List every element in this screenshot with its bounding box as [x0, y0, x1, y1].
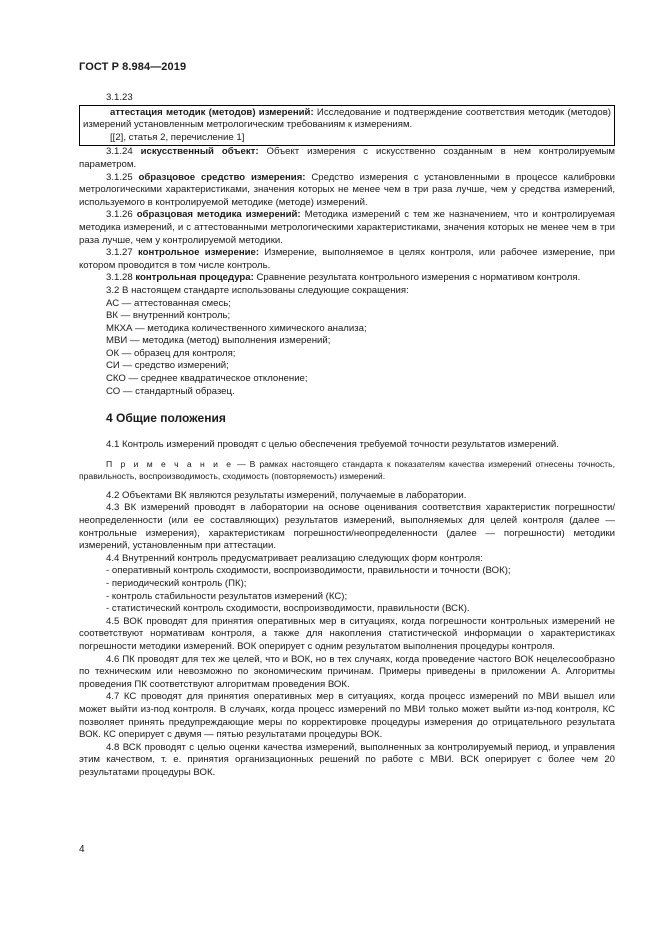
definition-reference-instrument: Средство измерения с установленными в процессе калибровки метрологическими характеристиками, значения которых не менее чем в три раза лучше, чем у средства измерений, используемого в контролируемой методике (методе) измерений. — [79, 171, 615, 208]
clause-number: 3.1.26 — [106, 209, 137, 221]
clause-4-1: 4.1 Контроль измерений проводят с целью обеспечения требуемой точности результатов измерений. — [106, 438, 559, 450]
clause-number: 3.1.24 — [106, 146, 141, 158]
clause-3-1-23-text — [83, 107, 611, 132]
abbreviation-item: СКО — среднее квадратическое отклонение; — [106, 373, 308, 385]
definition-control-procedure: Сравнение результата контрольного измерения с нормативом контроля. — [253, 272, 581, 284]
definition-reference-method: Методика измерений с тем же назначением, что и контролируемая методика измерений, и с аттестованными метрологическими характеристиками, значения которых не менее чем в три раза лучше, чем у контролируемой методики. — [79, 209, 615, 246]
abbreviation-item: МВИ — методика (метод) выполнения измерений; — [106, 335, 331, 347]
note — [79, 459, 615, 481]
clause-4-8: 4.8 ВСК проводят с целью оценки качества измерений, выполненных за контролируемый период, и управления этим качеством, т. е. принятия организационных решений по работе с МВИ. ВСК оперирует с более чем 20 результатами процедуры ВОК. — [79, 741, 615, 778]
control-form-item: - контроль стабильности результатов измерений (КС); — [106, 590, 348, 602]
section-4-title: 4 Общие положения — [106, 411, 226, 426]
clause-3-1-23-source: [[2], статья 2, перечисление 1] — [110, 131, 245, 143]
page-number: 4 — [79, 844, 85, 855]
clause-4-2: 4.2 Объектами ВК являются результаты измерений, получаемые в лаборатории. — [106, 489, 467, 501]
document-header: ГОСТ Р 8.984—2019 — [79, 61, 187, 73]
clause-3-1-23-number: 3.1.23 — [106, 92, 133, 103]
clause-3-1-26 — [79, 209, 615, 247]
definition-control-measurement: Измерение, выполняемое в целях контроля, или рабочее измерение, при котором проводится в том числе контроль. — [79, 247, 616, 271]
term-control-measurement: контрольное измерение: — [138, 247, 260, 259]
clause-3-1-27 — [79, 247, 615, 272]
clause-number: 3.1.25 — [106, 171, 139, 183]
definition-attestation: Исследование и подтверждение соответствия методик (методов) измерений установленным метрологическим требованиям к измерениям. — [83, 106, 611, 131]
clause-number: 3.1.27 — [106, 247, 138, 259]
control-form-item: - статистический контроль сходимости, воспроизводимости, правильности (ВСК). — [106, 603, 470, 615]
term-definition-box — [79, 105, 615, 147]
clause-4-6: 4.6 ПК проводят для тех же целей, что и ВОК, но в тех случаях, когда проведение частого ВОК нецелесообразно по техническим или невозможно по экономическим причинам. Примеры приведены в приложении А. Алгоритмы проведения ПК соответствуют алгоритмам проведения ВОК. — [79, 653, 615, 690]
clause-number: 3.1.28 — [106, 272, 136, 284]
clause-4-4: 4.4 Внутренний контроль предусматривает реализацию следующих форм контроля: — [106, 552, 483, 564]
clause-4-5: 4.5 ВОК проводят для принятия оперативных мер в ситуациях, когда погрешности контрольных измерений не соответствуют нормативам контроля, а также для накопления статистической информации о характеристиках погрешности методики измерений. ВОК оперирует с одним результатом выполнения процедуры контроля. — [79, 615, 615, 652]
clause-3-1-25 — [79, 172, 615, 210]
clause-3-1-24 — [79, 146, 615, 171]
document-body — [79, 92, 615, 780]
control-forms-list — [79, 565, 615, 615]
abbreviation-item: ОК — образец для контроля; — [106, 347, 236, 359]
abbreviation-item: АС — аттестованная смесь; — [106, 297, 231, 309]
abbreviation-item: СО — стандартный образец. — [106, 385, 235, 397]
term-artificial-object: искусственный объект: — [140, 146, 259, 158]
clause-3-2: 3.2 В настоящем стандарте использованы следующие сокращения: — [106, 284, 409, 296]
clause-4-3: 4.3 ВК измерений проводят в лаборатории на основе оценивания соответствия характеристик погрешности/неопределенности (или ее составляющих) результатов измерений, выполняемых для целей контроля (далее — контрольные измерения), характеристикам погрешности/неопределенности (далее — погрешности) методики измерений, установленным при аттестации. — [79, 502, 615, 552]
abbreviation-list — [79, 298, 615, 399]
term-reference-instrument: образцовое средство измерения: — [138, 171, 306, 183]
abbreviation-item: СИ — средство измерений; — [106, 360, 229, 372]
term-attestation: аттестация методик (методов) измерений: — [110, 106, 314, 118]
clause-4-7: 4.7 КС проводят для принятия оперативных мер в ситуациях, когда процесс измерений по МВИ вышел или может выйти из-под контроля. В случаях, когда процесс измерений по МВИ только может выйти из-под контроля, КС позволяет принять предупреждающие меры по корректировке процедуры измерения до отрицательного результата ВОК. КС оперирует с двумя — пятью результатами процедуры ВОК. — [79, 691, 615, 741]
definition-artificial-object: Объект измерения с искусственно созданным в нем контролируемым параметром. — [79, 146, 616, 170]
control-form-item: - периодический контроль (ПК); — [106, 578, 247, 589]
clause-3-1-28 — [79, 272, 615, 285]
control-form-item: - оперативный контроль сходимости, воспроизводимости, правильности и точности (ВОК); — [106, 565, 511, 577]
abbreviation-item: ВК — внутренний контроль; — [106, 310, 231, 322]
note-text: — В рамках настоящего стандарта к показателям качества измерений отнесены точность, правильность, воспроизводимость, сходимость (повторяемость) измерений. — [79, 459, 615, 481]
note-label: П р и м е ч а н и е — [106, 459, 234, 470]
abbreviation-item: МКХА — методика количественного химического анализа; — [106, 322, 367, 334]
term-control-procedure: контрольная процедура: — [135, 272, 254, 284]
term-reference-method: образцовая методика измерений: — [136, 209, 301, 221]
